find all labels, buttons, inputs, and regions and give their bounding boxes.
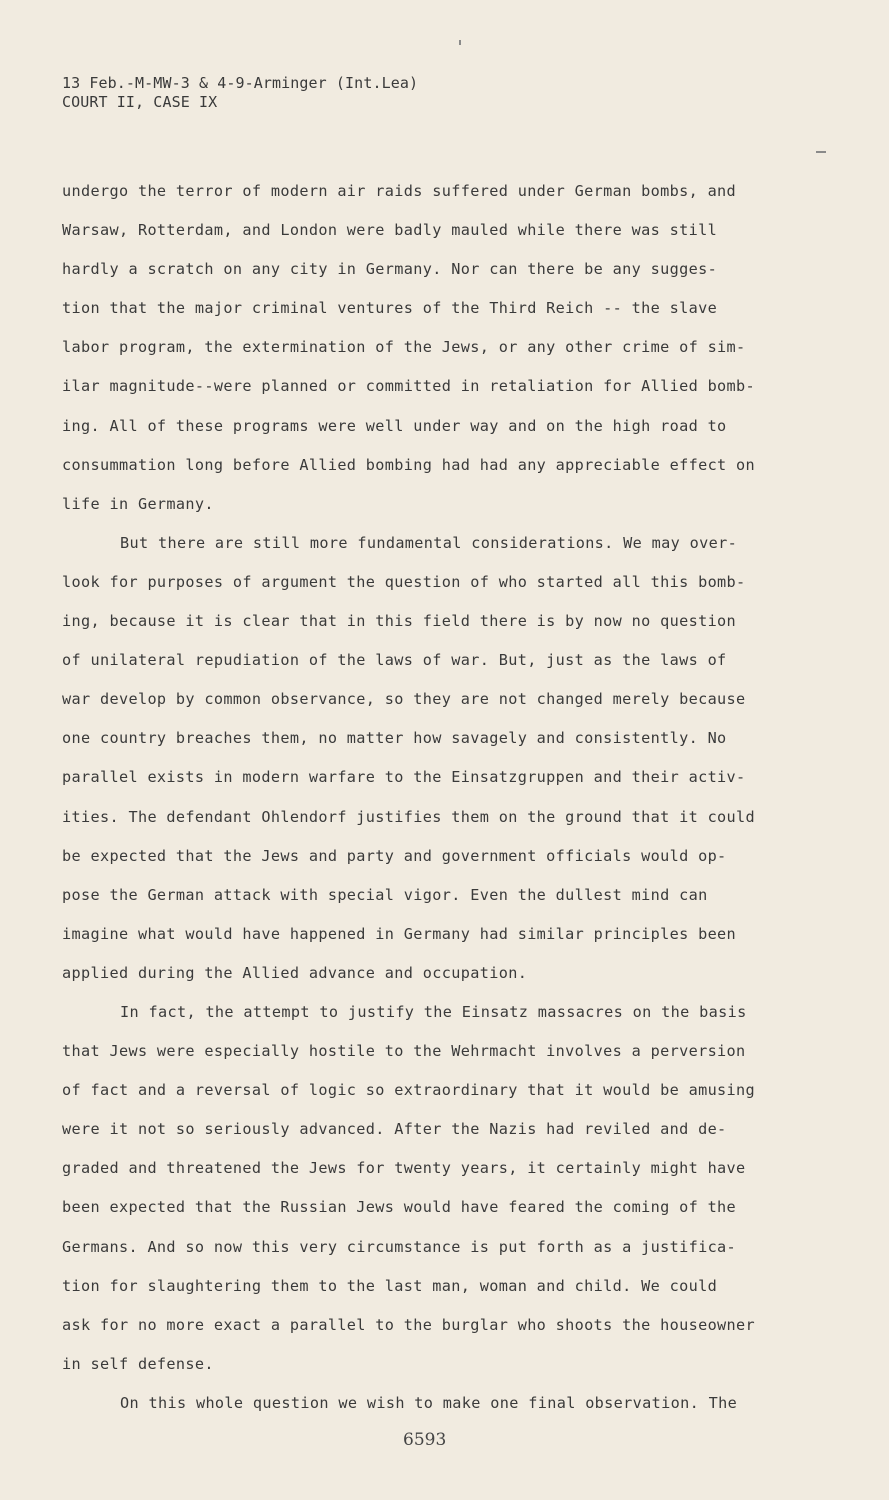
text-line: ask for no more exact a parallel to the burglar who shoots the houseowner <box>62 1315 756 1334</box>
text-line: ing. All of these programs were well under way and on the high road to <box>62 416 727 435</box>
text-line: hardly a scratch on any city in Germany. Nor can there be any sugges- <box>62 260 718 279</box>
text-line: tion for slaughtering them to the last man, woman and child. We could <box>62 1276 718 1295</box>
text-line: tion that the major criminal ventures of the Third Reich -- the slave <box>62 299 718 318</box>
text-line: life in Germany. <box>62 494 214 513</box>
text-line: ing, because it is clear that in this field there is by now no question <box>62 612 737 631</box>
text-line: undergo the terror of modern air raids suffered under German bombs, and <box>62 182 737 200</box>
text-line: war develop by common observance, so they are not changed merely because <box>62 690 746 709</box>
text-line: been expected that the Russian Jews would have feared the coming of the <box>62 1198 737 1217</box>
header-line-2: COURT II, CASE IX <box>62 93 218 111</box>
paragraph-first-line: On this whole question we wish to make one final observation. The <box>120 1393 738 1412</box>
text-line: pose the German attack with special vigor. Even the dullest mind can <box>62 885 708 904</box>
text-line: applied during the Allied advance and occupation. <box>62 963 528 982</box>
text-line: consummation long before Allied bombing had had any appreciable effect on <box>62 455 756 474</box>
text-line: graded and threatened the Jews for twenty years, it certainly might have <box>62 1159 746 1178</box>
text-line: of fact and a reversal of logic so extraordinary that it would be amusing <box>62 1081 756 1100</box>
text-line: be expected that the Jews and party and government officials would op- <box>62 846 727 865</box>
text-line: Germans. And so now this very circumstance is put forth as a justifica- <box>62 1237 737 1256</box>
body-text <box>62 172 802 1423</box>
text-line: labor program, the extermination of the Jews, or any other crime of sim- <box>62 338 746 357</box>
paragraph-first-line: In fact, the attempt to justify the Einsatz massacres on the basis <box>120 1002 747 1021</box>
text-line: Warsaw, Rotterdam, and London were badly mauled while there was still <box>62 221 718 240</box>
header-line-1: 13 Feb.-M-MW-3 & 4-9-Arminger (Int.Lea) <box>62 74 419 92</box>
text-line: of unilateral repudiation of the laws of war. But, just as the laws of <box>62 651 727 670</box>
text-line: look for purposes of argument the question of who started all this bomb- <box>62 572 746 591</box>
margin-mark <box>816 151 826 153</box>
page-number: 6593 <box>403 1430 447 1450</box>
text-line: imagine what would have happened in Germany had similar principles been <box>62 924 737 943</box>
text-line: were it not so seriously advanced. After the Nazis had reviled and de- <box>62 1120 727 1139</box>
text-line: ilar magnitude--were planned or committed in retaliation for Allied bomb- <box>62 377 756 396</box>
text-line: one country breaches them, no matter how savagely and consistently. No <box>62 729 727 748</box>
paragraph-first-line: But there are still more fundamental considerations. We may over- <box>120 533 738 552</box>
text-line: parallel exists in modern warfare to the Einsatzgruppen and their activ- <box>62 768 746 787</box>
paper-speck <box>459 40 461 45</box>
text-line: ities. The defendant Ohlendorf justifies them on the ground that it could <box>62 807 756 826</box>
document-header <box>62 74 418 112</box>
text-line: in self defense. <box>62 1354 214 1373</box>
text-line: that Jews were especially hostile to the Wehrmacht involves a perversion <box>62 1042 746 1061</box>
